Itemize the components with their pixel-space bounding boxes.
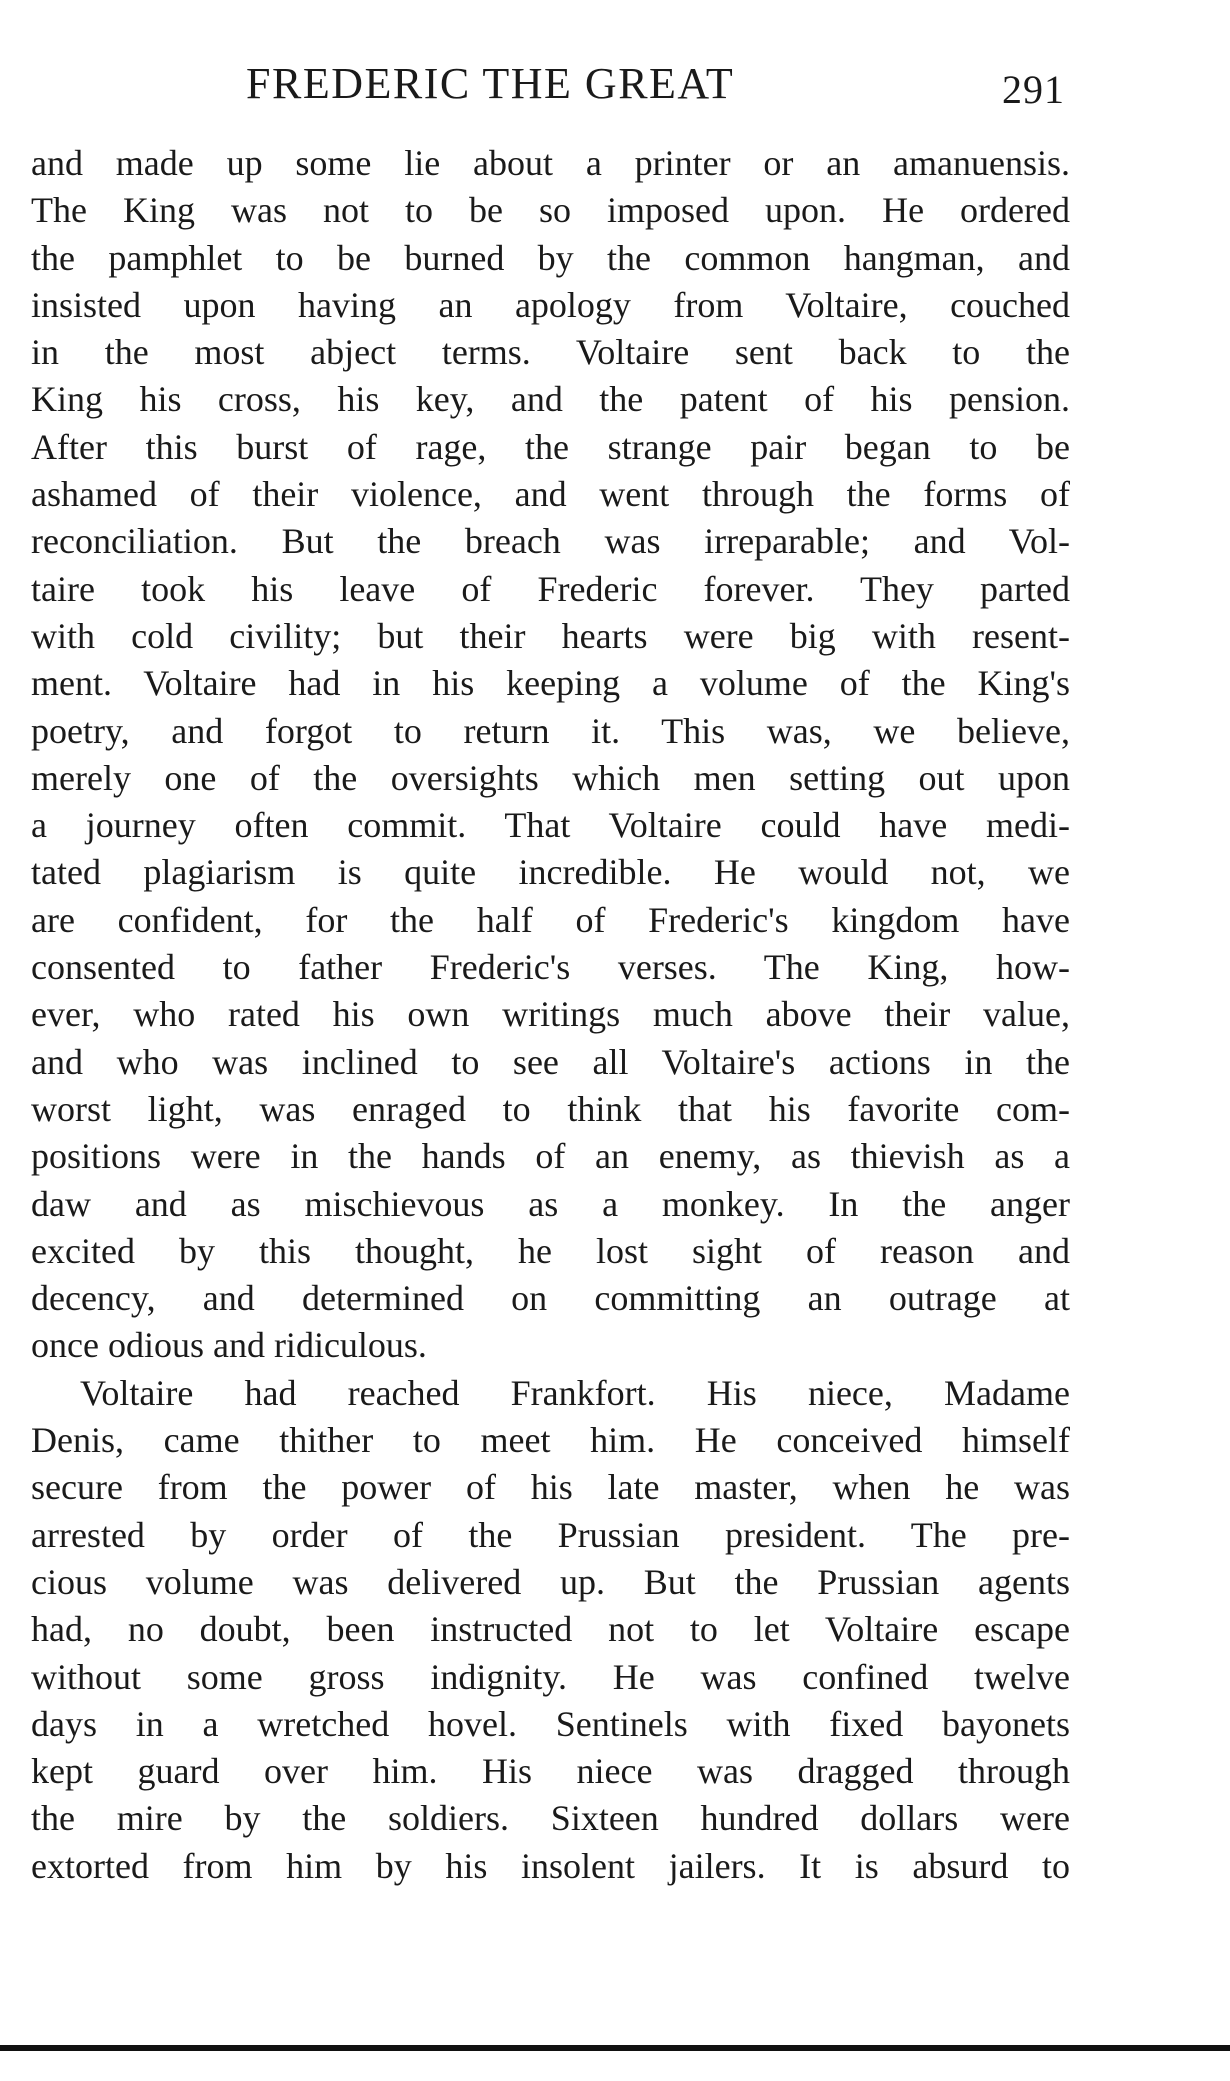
text-line: insisted upon having an apology from Voltaire, couched: [31, 284, 1070, 325]
paragraph-2: [31, 1370, 1070, 1890]
text-line: After this burst of rage, the strange pair began to be: [31, 426, 1070, 467]
text-line: reconciliation. But the breach was irreparable; and Vol-: [31, 521, 1070, 562]
bottom-rule: [0, 2045, 1230, 2051]
text-line: without some gross indignity. He was confined twelve: [31, 1656, 1070, 1697]
text-line: tated plagiarism is quite incredible. He would not, we: [31, 852, 1070, 893]
text-line: poetry, and forgot to return it. This was, we believe,: [31, 710, 1070, 751]
text-line: with cold civility; but their hearts were big with resent-: [31, 615, 1070, 656]
text-line: and who was inclined to see all Voltaire's actions in the: [31, 1041, 1070, 1082]
text-line: days in a wretched hovel. Sentinels with fixed bayonets: [31, 1703, 1070, 1744]
text-line: had, no doubt, been instructed not to let Voltaire escape: [31, 1609, 1070, 1650]
body-text: [31, 140, 1070, 1890]
text-line: in the most abject terms. Voltaire sent back to the: [31, 332, 1070, 373]
running-title: FREDERIC THE GREAT: [246, 59, 735, 108]
text-line: arrested by order of the Prussian president. The pre-: [31, 1514, 1070, 1555]
text-line: daw and as mischievous as a monkey. In the anger: [31, 1183, 1070, 1224]
text-line: The King was not to be so imposed upon. He ordered: [31, 190, 1070, 231]
text-line: decency, and determined on committing an outrage at: [31, 1278, 1070, 1319]
text-line: Voltaire had reached Frankfort. His niece, Madame: [80, 1372, 1070, 1413]
text-line: secure from the power of his late master, when he was: [31, 1467, 1070, 1508]
text-line: a journey often commit. That Voltaire could have medi-: [31, 805, 1070, 846]
text-line: cious volume was delivered up. But the Prussian agents: [31, 1561, 1070, 1602]
text-line: worst light, was enraged to think that his favorite com-: [31, 1088, 1070, 1129]
text-line: positions were in the hands of an enemy, as thievish as a: [31, 1136, 1070, 1177]
text-line: are confident, for the half of Frederic's kingdom have: [31, 899, 1070, 940]
text-line: extorted from him by his insolent jailers. It is absurd to: [31, 1845, 1070, 1886]
text-line: the pamphlet to be burned by the common hangman, and: [31, 237, 1070, 278]
text-line: taire took his leave of Frederic forever. They parted: [31, 568, 1070, 609]
text-line: consented to father Frederic's verses. The King, how-: [31, 947, 1070, 988]
text-line: Denis, came thither to meet him. He conceived himself: [31, 1420, 1070, 1461]
text-line: the mire by the soldiers. Sixteen hundred dollars were: [31, 1798, 1070, 1839]
text-line: excited by this thought, he lost sight of reason and: [31, 1230, 1070, 1271]
text-line: ment. Voltaire had in his keeping a volume of the King's: [31, 663, 1070, 704]
page-number: 291: [1002, 67, 1065, 112]
text-line: ashamed of their violence, and went through the forms of: [31, 474, 1070, 515]
text-line: kept guard over him. His niece was dragged through: [31, 1751, 1070, 1792]
text-line: merely one of the oversights which men setting out upon: [31, 757, 1070, 798]
paragraph-1: [31, 140, 1070, 1370]
text-line: and made up some lie about a printer or an amanuensis.: [31, 143, 1070, 183]
text-line: King his cross, his key, and the patent of his pension.: [31, 379, 1070, 420]
text-line: once odious and ridiculous.: [31, 1325, 427, 1366]
text-line: ever, who rated his own writings much above their value,: [31, 994, 1070, 1035]
